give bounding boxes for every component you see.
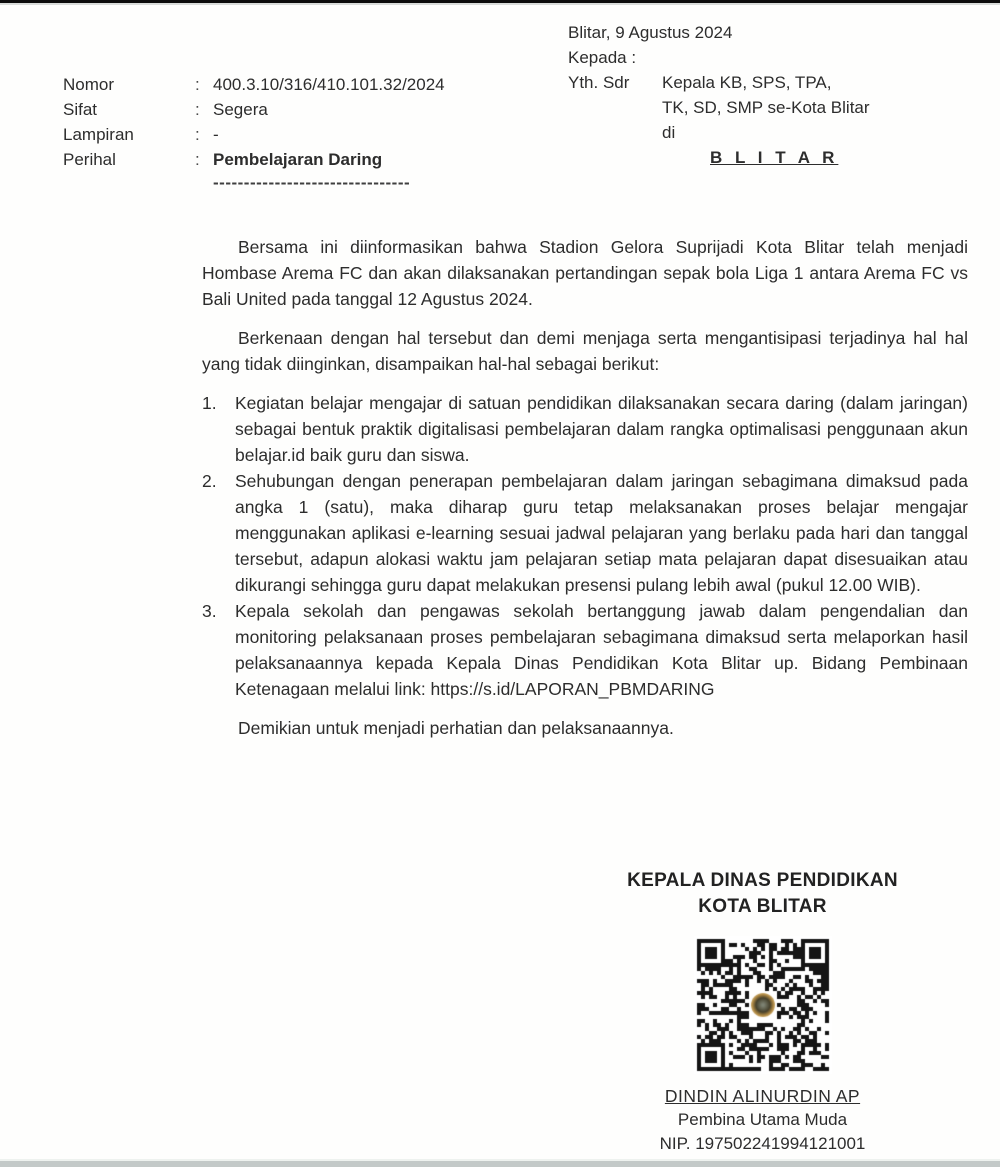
meta-row-nomor: [63, 72, 445, 97]
numbered-list: [202, 390, 968, 702]
meta-row-sifat: [63, 97, 445, 122]
signatory-rank: Pembina Utama Muda: [677, 1110, 848, 1129]
qr-signature-stamp: [694, 936, 832, 1074]
meta-row-lampiran: [63, 122, 445, 147]
list-text: Kegiatan belajar mengajar di satuan pendidikan dilaksanakan secara daring (dalam jaringan) sebagai bentuk praktik digitalisasi pembelajaran dalam rangka optimalisasi penggunaan akun belajar.id baik guru dan siswa.: [235, 393, 968, 465]
meta-colon: :: [195, 100, 200, 119]
signature-block: [590, 868, 935, 1156]
recipient-line-3: di: [662, 123, 676, 142]
perihal-dashed-underline: --------------------------------: [213, 173, 411, 192]
letter-date: Blitar, 9 Agustus 2024: [568, 23, 733, 42]
kepada-label: Kepada :: [568, 48, 637, 67]
yth-label: Yth. Sdr: [568, 73, 630, 92]
signature-title-line-2: KOTA BLITAR: [698, 896, 827, 917]
meta-colon: :: [195, 125, 200, 144]
photo-bottom-edge: [0, 1159, 1000, 1167]
recipient-line-1: Kepala KB, SPS, TPA,: [662, 73, 832, 92]
meta-value-sifat: Segera: [213, 100, 268, 119]
closing-line: Demikian untuk menjadi perhatian dan pelaksanaannya.: [238, 718, 674, 738]
photo-top-edge: [0, 0, 1000, 5]
meta-row-perihal: [63, 147, 445, 172]
meta-value-lampiran: -: [213, 125, 219, 144]
letter-meta: [63, 72, 445, 195]
list-item: [202, 468, 968, 598]
recipient-row: [568, 70, 922, 170]
paragraph-2: Berkenaan dengan hal tersebut dan demi menjaga serta mengantisipasi terjadinya hal hal yang tidak diinginkan, disampaikan hal-hal sebagai berikut:: [202, 328, 968, 374]
meta-colon: :: [195, 150, 200, 169]
address-block: [568, 20, 922, 170]
recipient-city: B L I T A R: [710, 148, 839, 167]
meta-label-perihal: Perihal: [63, 150, 116, 169]
meta-label-lampiran: Lampiran: [63, 125, 134, 144]
list-text: Sehubungan dengan penerapan pembelajaran dalam jaringan sebagimana dimaksud pada angka 1 (satu), maka diharap guru tetap melaksanakan proses belajar mengajar menggunakan aplikasi e-learning sesuai jadwal pelajaran yang berlaku pada hari dan tanggal tersebut, adapun alokasi waktu jam pelajaran setiap mata pelajaran dapat disesuaikan atau dikurangi sehingga guru dapat melakukan presensi pulang lebih awal (pukul 12.00 WIB).: [235, 471, 968, 595]
signatory-nip: NIP. 197502241994121001: [659, 1134, 866, 1153]
list-number: 1.: [202, 393, 217, 413]
qr-code-icon: [694, 936, 832, 1074]
meta-label-sifat: Sifat: [63, 100, 98, 119]
list-text: Kepala sekolah dan pengawas sekolah bertanggung jawab dalam pengendalian dan monitoring pelaksanaan proses pembelajaran sebagimana dimaksud serta melaporkan hasil pelaksanaannya kepada Kepala Dinas Pendidikan Kota Blitar up. Bidang Pembinaan Ketenagaan melalui link: https://s.id/LAPORAN_PBMDARING: [235, 601, 968, 699]
meta-label-nomor: Nomor: [63, 75, 115, 94]
list-item: [202, 390, 968, 468]
recipient-line-2: TK, SD, SMP se-Kota Blitar: [662, 98, 870, 117]
meta-value-nomor: 400.3.10/316/410.101.32/2024: [213, 75, 445, 94]
meta-value-perihal: Pembelajaran Daring: [213, 150, 383, 169]
list-item: [202, 598, 968, 702]
signatory-name: DINDIN ALINURDIN AP: [664, 1086, 861, 1106]
recipient-lines: [662, 70, 922, 170]
paragraph-1: Bersama ini diinformasikan bahwa Stadion Gelora Suprijadi Kota Blitar telah menjadi Hombase Arema FC dan akan dilaksanakan pertandingan sepak bola Liga 1 antara Arema FC vs Bali United pada tanggal 12 Agustus 2024.: [202, 237, 968, 309]
letter-body: [202, 234, 968, 741]
signature-title-line-1: KEPALA DINAS PENDIDIKAN: [627, 870, 898, 891]
meta-colon: :: [195, 75, 200, 94]
list-number: 3.: [202, 601, 217, 621]
list-number: 2.: [202, 471, 217, 491]
